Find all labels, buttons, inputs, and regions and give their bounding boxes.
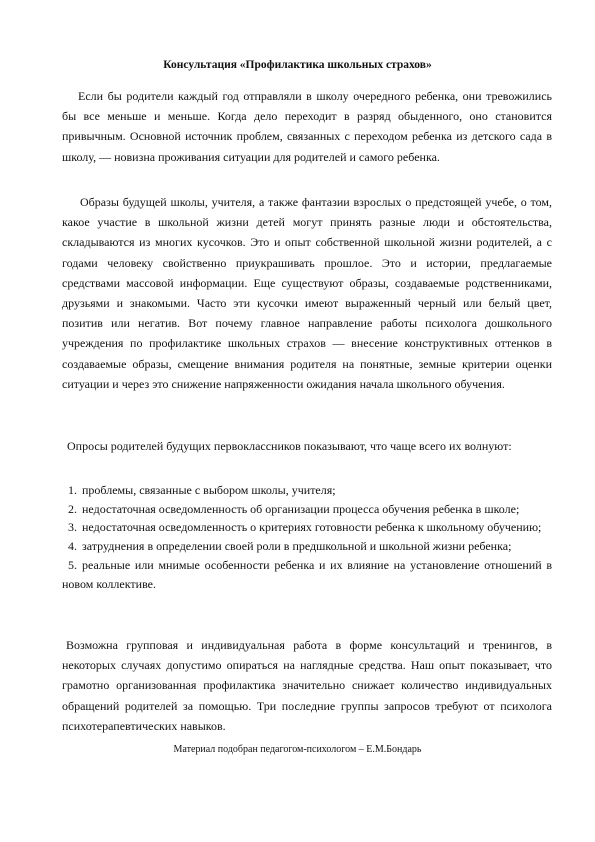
list-item-text: недостаточная осведомленность о критериях готовности ребенка к школьному обучению;: [82, 520, 542, 535]
list-item: [62, 556, 552, 593]
list-item-text: реальные или мнимые особенности ребенка и их влияние на установление отношений в новом коллективе.: [62, 557, 552, 591]
paragraph-school-images: Образы будущей школы, учителя, а также фантазии взрослых о предстоящей учебе, о том, какое участие в школьной жизни детей могут принять разные люди и обстоятельства, складываются из многих кусочков. Это и опыт собственной школьной жизни родителей, а с годами человеку свойственно приукрашивать прошлое. Это и истории, предлагаемые средствами массовой информации. Еще существуют образы, создаваемые родственниками, друзьями и знакомыми. Часто эти кусочки имеют выраженный черный или белый цвет, позитив или негатив. Вот почему главное направление работы психолога дошкольного учреждения по профилактике школьных страхов — внесение конструктивных оттенков в создаваемые образы, смещение внимания родителя на понятные, земные критерии оценки ситуации и через это снижение напряженности ожидания начала школьного обучения.: [62, 195, 552, 391]
paragraph-survey: Опросы родителей будущих первоклассников показывают, что чаще всего их волнуют:: [67, 439, 512, 453]
list-item: [62, 500, 552, 519]
list-item-number: 2.: [68, 501, 77, 516]
document-title: Консультация «Профилактика школьных страхов»: [163, 59, 432, 71]
list-item: [62, 481, 552, 500]
list-item-number: 4.: [68, 539, 77, 554]
list-item-number: 1.: [68, 483, 77, 497]
author-credit: Материал подобран педагогом-психологом – Е.М.Бондарь: [173, 744, 422, 755]
paragraph-intro: Если бы родители каждый год отправляли в школу очередного ребенка, они тревожились бы все меньше и меньше. Когда дело переходит в разряд обыденного, оно становится привычным. Основной источник проблем, связанных с переходом ребенка из детского сада в школу, — новизна проживания ситуации для родителей и самого ребенка.: [62, 89, 552, 164]
list-item: [62, 537, 552, 556]
list-item-text: затруднения в определении своей роли в предшкольной и школьной жизни ребенка;: [82, 539, 512, 554]
list-item-number: 3.: [68, 520, 77, 535]
list-item-text: проблемы, связанные с выбором школы, учителя;: [82, 483, 336, 497]
list-item-text: недостаточная осведомленность об организации процесса обучения ребенка в школе;: [82, 501, 520, 516]
list-item-number: 5.: [68, 557, 77, 572]
concerns-list: [62, 481, 552, 593]
list-item: [62, 518, 552, 537]
paragraph-closing: Возможна групповая и индивидуальная работа в форме консультаций и тренингов, в некоторых случаях допустимо опираться на наглядные средства. Наш опыт показывает, что грамотно организованная профилактика значительно снижает количество индивидуальных обращений родителей за помощью. Три последние группы запросов требуют от психолога психотерапевтических навыков.: [62, 638, 552, 733]
